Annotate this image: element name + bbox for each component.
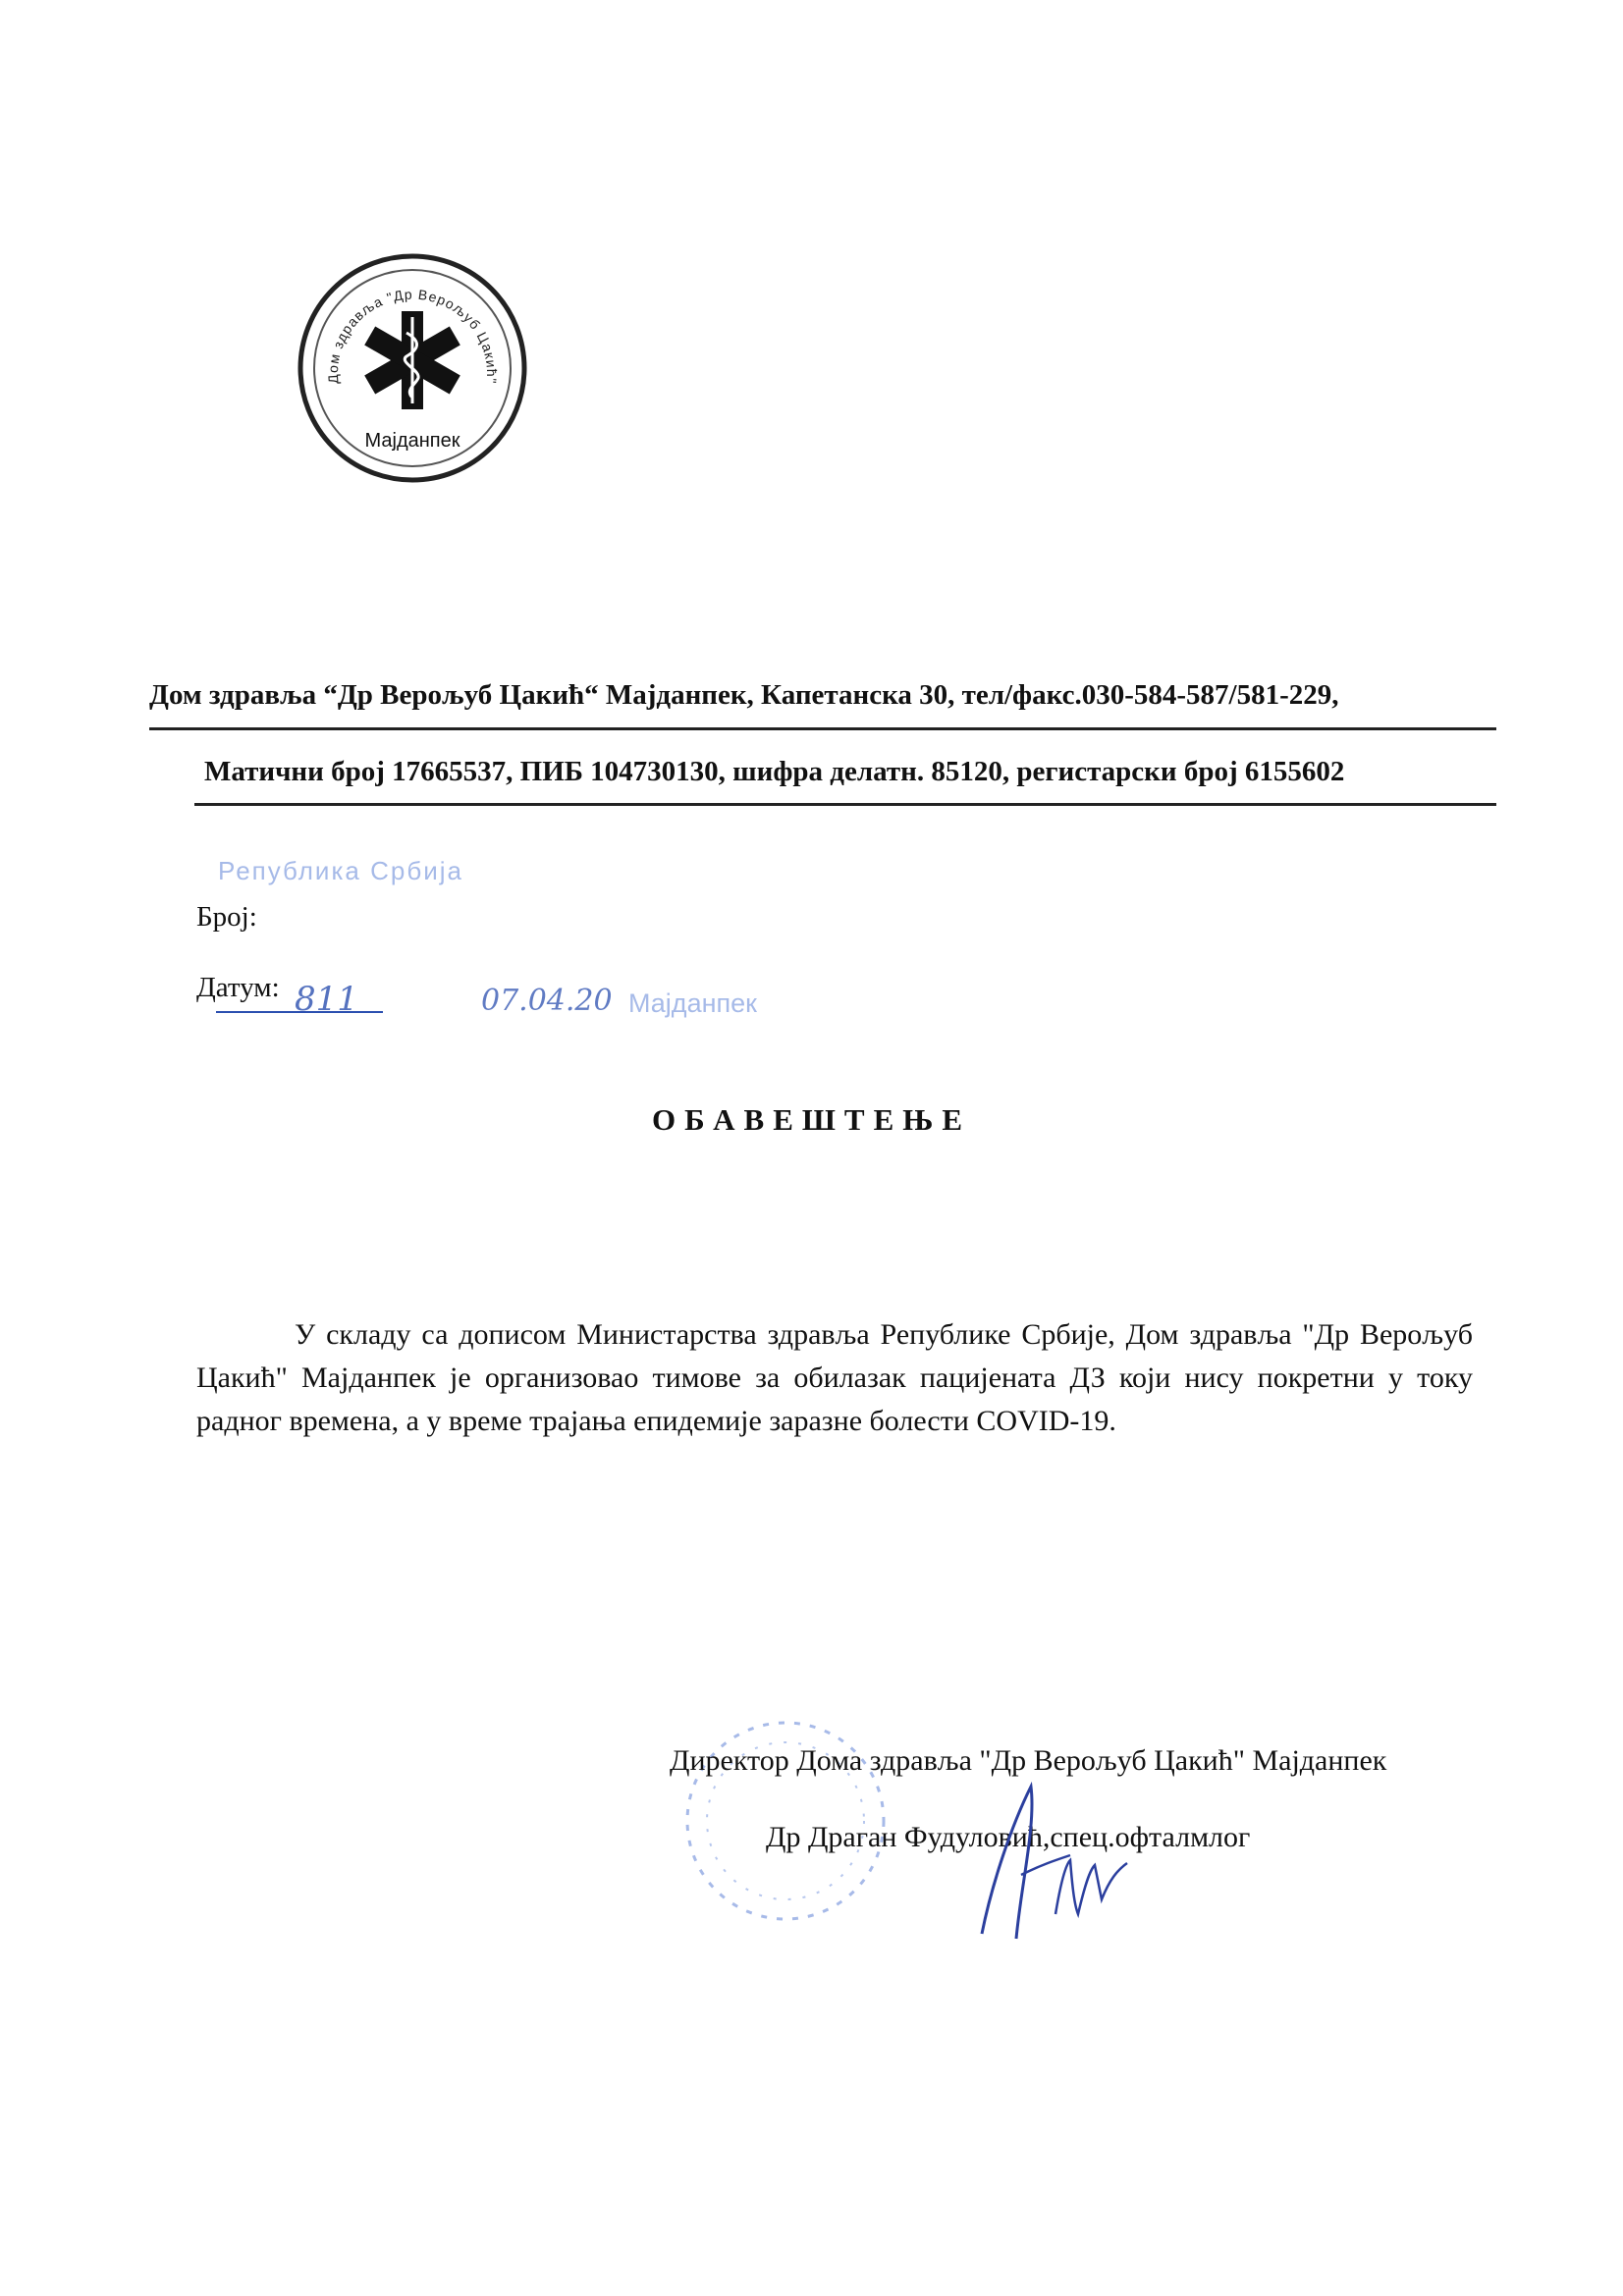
- registry-stamp-date: 07.04.20: [481, 984, 613, 1018]
- star-of-life-icon: [364, 311, 460, 409]
- header-divider-2: [194, 803, 1496, 806]
- letterhead-address: Дом здравља “Др Верољуб Цакић“ Мајданпек, Капетанска 30, тел/факс.030-584-587/581-229,: [149, 679, 1339, 711]
- registry-stamp-number: 811: [295, 980, 358, 1019]
- handwritten-signature: [962, 1767, 1139, 1953]
- institution-logo: [295, 250, 530, 486]
- logo-city: Мајданпек: [364, 430, 460, 452]
- document-title: ОБАВЕШТЕЊЕ: [651, 1102, 972, 1137]
- director-name: Др Драган Фудуловић,спец.офталмлог: [766, 1821, 1251, 1853]
- notice-body: У складу са дописом Министарства здравља Републике Србије, Дом здравља "Др Верољуб Цакић" Мајданпек је организовао тимове за обилазак пацијената ДЗ који нису покретни у току радног времена, а у време трајања епидемије заразне болести COVID-19.: [196, 1318, 1473, 1437]
- number-label: Број:: [196, 901, 257, 933]
- director-title: Директор Дома здравља "Др Верољуб Цакић" Мајданпек: [670, 1744, 1387, 1777]
- date-label: Датум:: [196, 972, 280, 1003]
- logo-ring-text: Дом здравља "Др Верољуб Цакић": [324, 286, 501, 385]
- header-divider-1: [149, 727, 1496, 730]
- registry-stamp-city: Мајданпек: [628, 988, 757, 1018]
- registry-stamp-header: Република Србија: [218, 856, 463, 885]
- letterhead-registration: Матични број 17665537, ПИБ 104730130, шифра делатн. 85120, регистарски број 6155602: [204, 756, 1345, 787]
